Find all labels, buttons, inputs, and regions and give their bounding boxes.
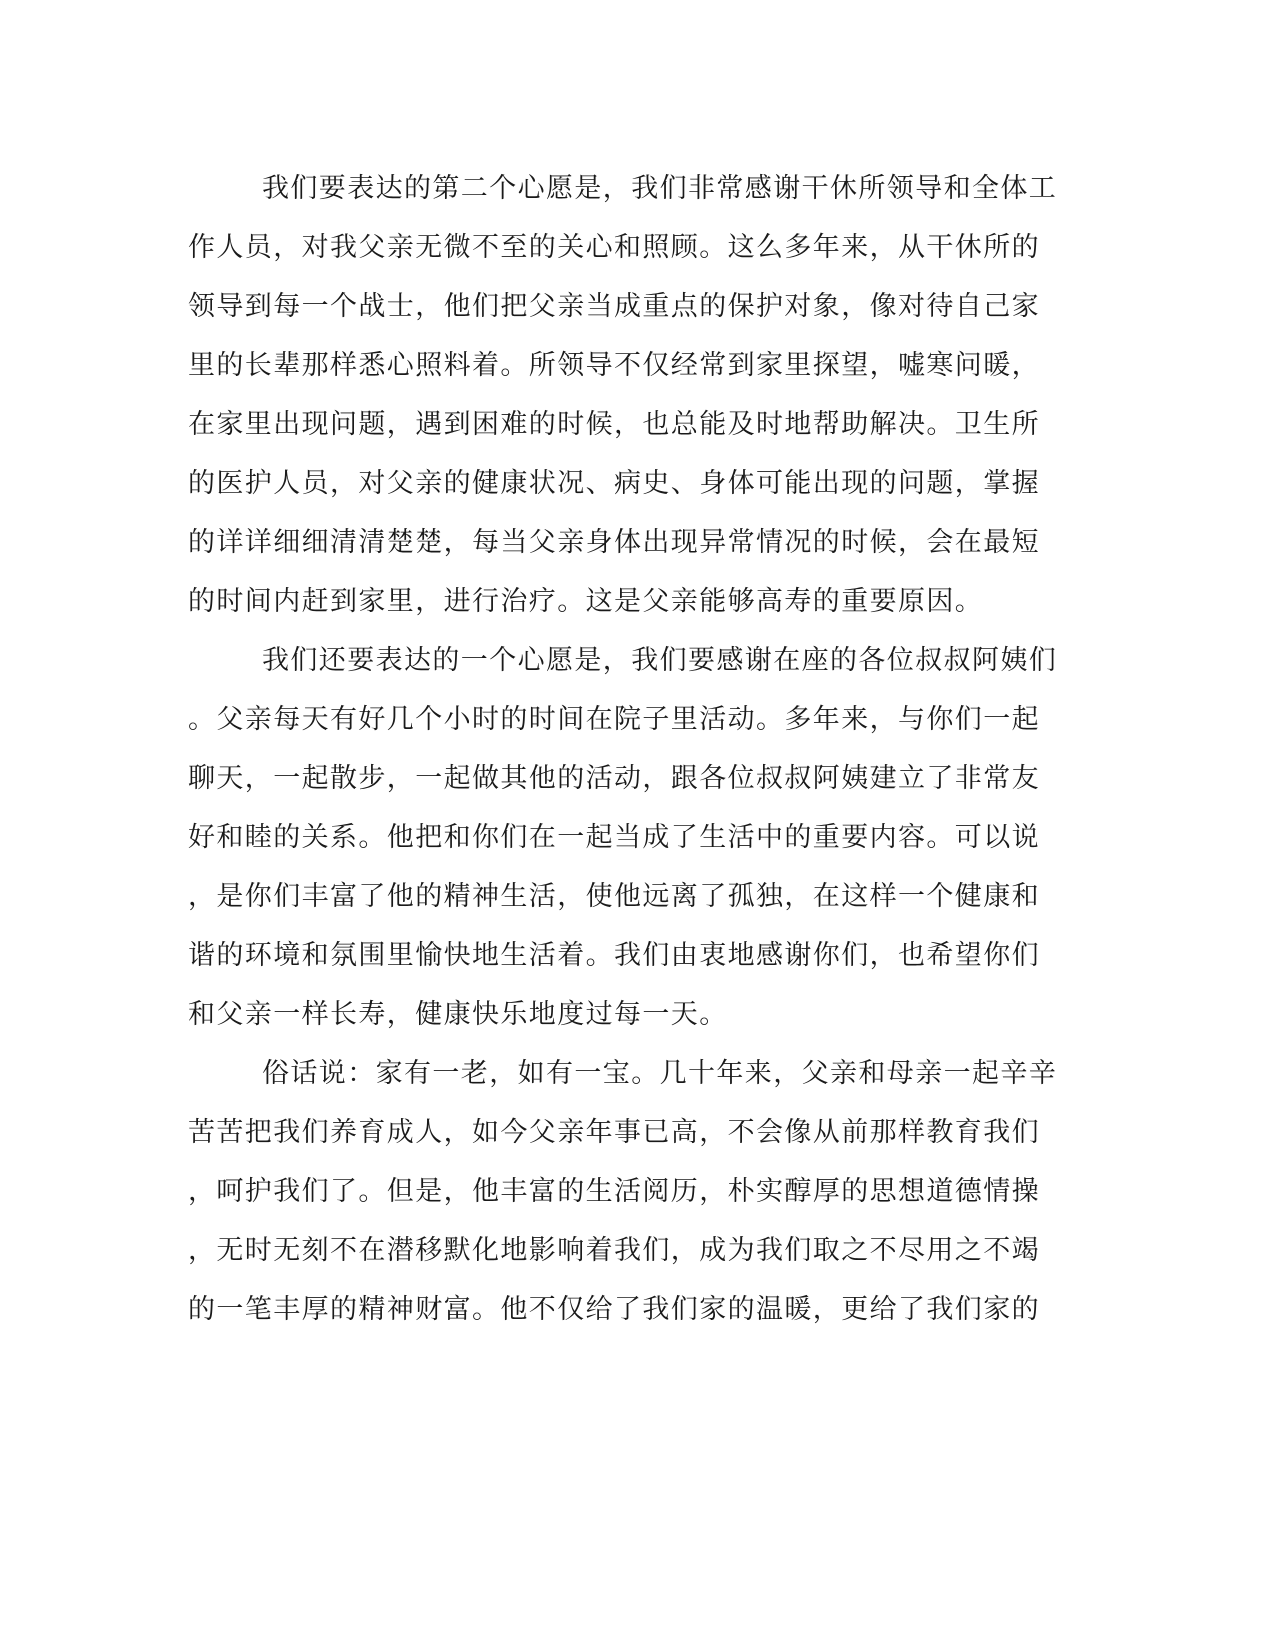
text-line: 和父亲一样长寿，健康快乐地度过每一天。 xyxy=(188,999,728,1030)
text-line: 谐的环境和氛围里愉快地生活着。我们由衷地感谢你们，也希望你们 xyxy=(188,940,1040,971)
text-line: ，无时无刻不在潜移默化地影响着我们，成为我们取之不尽用之不竭 xyxy=(188,1235,1040,1266)
text-line: 的医护人员，对父亲的健康状况、病史、身体可能出现的问题，掌握 xyxy=(188,468,1040,499)
text-line: 聊天，一起散步，一起做其他的活动，跟各位叔叔阿姨建立了非常友 xyxy=(188,763,1040,794)
text-line: 在家里出现问题，遇到困难的时候，也总能及时地帮助解决。卫生所 xyxy=(188,409,1040,440)
text-line: ，呵护我们了。但是，他丰富的生活阅历，朴实醇厚的思想道德情操 xyxy=(188,1176,1040,1207)
text-line: 。父亲每天有好几个小时的时间在院子里活动。多年来，与你们一起 xyxy=(188,704,1040,735)
text-line: ，是你们丰富了他的精神生活，使他远离了孤独，在这样一个健康和 xyxy=(188,881,1040,912)
text-line: 里的长辈那样悉心照料着。所领导不仅经常到家里探望，嘘寒问暖， xyxy=(188,350,1040,381)
text-line: 的一笔丰厚的精神财富。他不仅给了我们家的温暖，更给了我们家的 xyxy=(188,1294,1040,1325)
text-line: 俗话说：家有一老，如有一宝。几十年来，父亲和母亲一起辛辛 xyxy=(262,1058,1058,1089)
text-line: 的时间内赶到家里，进行治疗。这是父亲能够高寿的重要原因。 xyxy=(188,586,984,617)
text-line: 我们要表达的第二个心愿是，我们非常感谢干休所领导和全体工 xyxy=(262,173,1058,204)
text-line: 作人员，对我父亲无微不至的关心和照顾。这么多年来，从干休所的 xyxy=(188,232,1040,263)
text-line: 我们还要表达的一个心愿是，我们要感谢在座的各位叔叔阿姨们 xyxy=(262,645,1058,676)
text-line: 苦苦把我们养育成人，如今父亲年事已高，不会像从前那样教育我们 xyxy=(188,1117,1040,1148)
text-line: 领导到每一个战士，他们把父亲当成重点的保护对象，像对待自己家 xyxy=(188,291,1040,322)
text-line: 好和睦的关系。他把和你们在一起当成了生活中的重要内容。可以说 xyxy=(188,822,1040,853)
text-line: 的详详细细清清楚楚，每当父亲身体出现异常情况的时候，会在最短 xyxy=(188,527,1040,558)
